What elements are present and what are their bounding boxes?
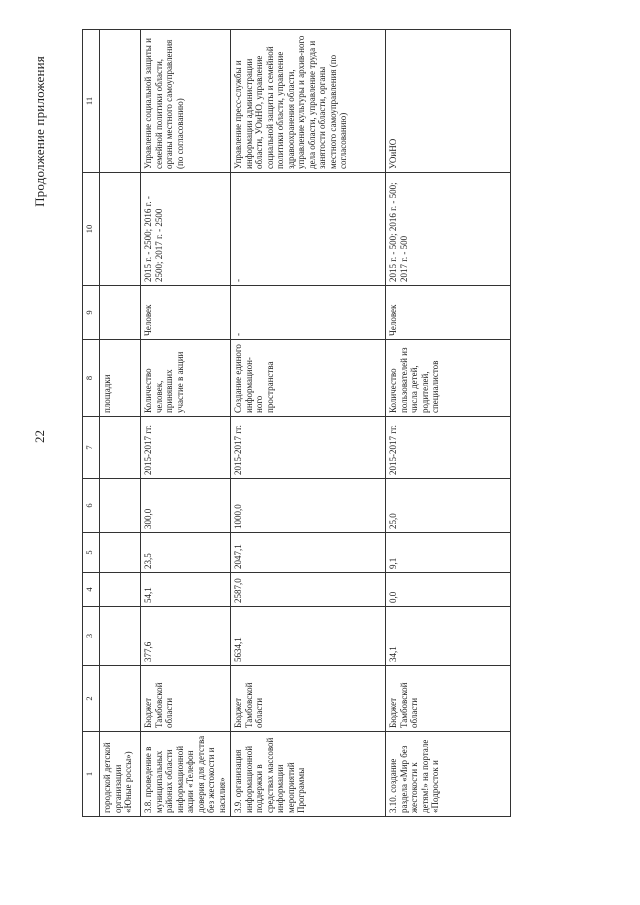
year-2016-cell: 9,1 xyxy=(386,533,511,573)
activity-cell: городской детской организации «Юные россы») xyxy=(100,732,141,817)
period-cell: 2015-2017 гг. xyxy=(386,417,511,479)
period-cell xyxy=(100,417,141,479)
column-number: 4 xyxy=(83,573,100,607)
total-cell xyxy=(100,607,141,666)
column-number: 11 xyxy=(83,30,100,173)
column-number: 2 xyxy=(83,666,100,732)
total-cell: 377,6 xyxy=(141,607,231,666)
activity-cell: 3.8. проведение в муниципальных районах области информационной акции «Телефон доверия для детства без жестокости и насилия» xyxy=(141,732,231,817)
table-row xyxy=(141,30,231,817)
year-2015-cell: 54,1 xyxy=(141,573,231,607)
year-2015-cell: 2587,0 xyxy=(231,573,386,607)
year-2016-cell: 23,5 xyxy=(141,533,231,573)
target-cell: - xyxy=(231,173,386,286)
continuation-header: Продолжение приложения xyxy=(32,56,47,207)
table-row xyxy=(386,30,511,817)
table-row xyxy=(231,30,386,817)
program-table xyxy=(82,29,511,817)
source-cell: Бюджет Тамбовской области xyxy=(231,666,386,732)
column-number: 8 xyxy=(83,340,100,417)
unit-cell: Человек xyxy=(141,286,231,340)
column-number: 6 xyxy=(83,479,100,533)
year-2017-cell: 25,0 xyxy=(386,479,511,533)
year-2016-cell xyxy=(100,533,141,573)
target-cell: 2015 г. - 2500; 2016 г. - 2500; 2017 г. - 2500 xyxy=(141,173,231,286)
column-number: 3 xyxy=(83,607,100,666)
executor-cell xyxy=(100,30,141,173)
page-number: 22 xyxy=(32,430,47,443)
year-2015-cell xyxy=(100,573,141,607)
period-cell: 2015-2017 гг. xyxy=(141,417,231,479)
unit-cell xyxy=(100,286,141,340)
executor-cell: Управление пресс-службы и информации администрации области, УОиНО, управление социальной защиты и семейной политики области, управление здравоохранения области, управление культуры и архив-ного дела области, управление труда и занятости области, органы местного самоуправления (по согласованию) xyxy=(231,30,386,173)
year-2017-cell: 1000,0 xyxy=(231,479,386,533)
unit-cell: - xyxy=(231,286,386,340)
total-cell: 34,1 xyxy=(386,607,511,666)
activity-cell: 3.10. создание раздела «Мир без жестокости к детям!» на портале «Подросток и xyxy=(386,732,511,817)
year-2016-cell: 2047,1 xyxy=(231,533,386,573)
unit-cell: Человек xyxy=(386,286,511,340)
column-number: 9 xyxy=(83,286,100,340)
column-number: 7 xyxy=(83,417,100,479)
year-2017-cell xyxy=(100,479,141,533)
column-number-row xyxy=(83,30,100,817)
target-cell xyxy=(100,173,141,286)
source-cell xyxy=(100,666,141,732)
executor-cell: УОиНО xyxy=(386,30,511,173)
indicator-cell: Создание единого информацион-ного пространства xyxy=(231,340,386,417)
source-cell: Бюджет Тамбовской области xyxy=(386,666,511,732)
year-2015-cell: 0,0 xyxy=(386,573,511,607)
table-row xyxy=(100,30,141,817)
column-number: 10 xyxy=(83,173,100,286)
executor-cell: Управление социальной защиты и семейной политики области, органы местного самоуправления (по согласованию) xyxy=(141,30,231,173)
column-number: 5 xyxy=(83,533,100,573)
indicator-cell: Количество пользователей из числа детей, родителей, специалистов xyxy=(386,340,511,417)
indicator-cell: площадки xyxy=(100,340,141,417)
target-cell: 2015 г. - 500; 2016 г. - 500; 2017 г. - 500 xyxy=(386,173,511,286)
period-cell: 2015-2017 гг. xyxy=(231,417,386,479)
total-cell: 5634,1 xyxy=(231,607,386,666)
activity-cell: 3.9. организация информационной поддержки в средствах массовой информации мероприятий Программы xyxy=(231,732,386,817)
indicator-cell: Количество человек, принявших участие в акции xyxy=(141,340,231,417)
year-2017-cell: 300,0 xyxy=(141,479,231,533)
source-cell: Бюджет Тамбовской области xyxy=(141,666,231,732)
column-number: 1 xyxy=(83,732,100,817)
